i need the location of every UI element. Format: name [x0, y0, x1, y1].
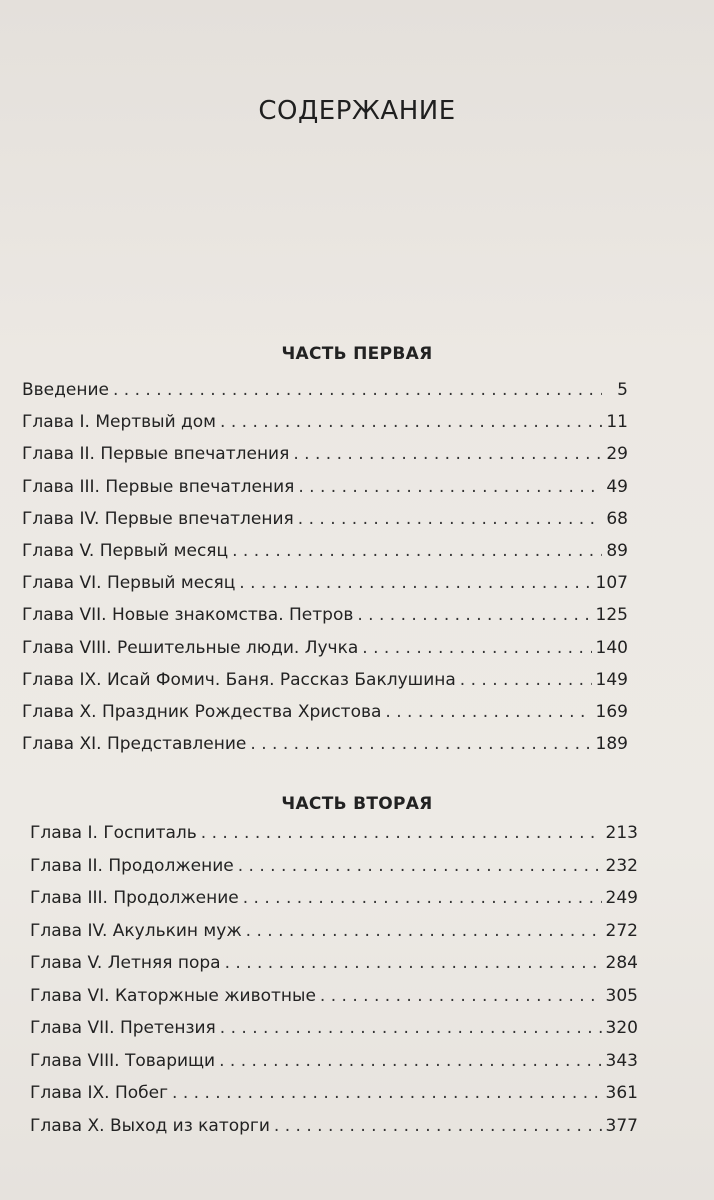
toc-entry-page-number: 361: [605, 1083, 638, 1103]
toc-entry: [22, 509, 628, 541]
toc-dot-leader: [293, 444, 602, 464]
toc-entry: [30, 1051, 638, 1084]
toc-entry-page-number: 377: [605, 1115, 638, 1136]
toc-entry-page-number: 149: [595, 669, 628, 690]
toc-entry: [30, 921, 638, 954]
toc-dot-leader: [298, 477, 602, 497]
toc-entry-title: Глава I. Госпиталь: [30, 823, 197, 843]
toc-dot-leader: [225, 953, 602, 973]
toc-entry-page-number: 189: [595, 734, 628, 755]
toc-entry-title: Глава II. Продолжение: [30, 855, 234, 876]
toc-dot-leader: [460, 670, 592, 690]
toc-entry-title: Глава III. Продолжение: [30, 888, 239, 908]
toc-entry-title: Глава III. Первые впечатления: [22, 476, 295, 497]
toc-dot-leader: [220, 412, 602, 432]
toc-dot-leader: [385, 702, 591, 722]
toc-entry-title: Глава X. Выход из каторги: [30, 1115, 270, 1136]
toc-entry-title: Введение: [22, 380, 109, 400]
toc-entry-page-number: 140: [595, 637, 628, 658]
toc-entry-page-number: 284: [605, 953, 638, 973]
toc-dot-leader: [320, 986, 602, 1006]
toc-entry-page-number: 5: [617, 380, 628, 400]
toc-entry-page-number: 232: [605, 855, 638, 876]
toc-entry-title: Глава IX. Исай Фомич. Баня. Рассказ Баклушина: [22, 669, 456, 690]
toc-entry: [22, 412, 628, 444]
toc-dot-leader: [220, 1018, 602, 1038]
part-two-heading: ЧАСТЬ ВТОРАЯ: [281, 794, 433, 814]
toc-entry: [22, 670, 628, 702]
toc-entry-page-number: 89: [606, 540, 628, 561]
toc-entry: [22, 605, 628, 637]
toc-entry-title: Глава VIII. Товарищи: [30, 1050, 216, 1071]
toc-entry-page-number: 213: [605, 823, 638, 843]
toc-dot-leader: [243, 888, 602, 908]
toc-entry-page-number: 320: [605, 1018, 638, 1038]
toc-dot-leader: [362, 638, 591, 658]
toc-entry: [22, 380, 628, 412]
toc-dot-leader: [250, 734, 591, 754]
toc-entry: [30, 888, 638, 921]
toc-dot-leader: [232, 541, 602, 561]
toc-entry-page-number: 11: [606, 412, 628, 433]
part-one-toc-list: [22, 380, 628, 766]
toc-dot-leader: [239, 573, 591, 593]
toc-dot-leader: [298, 509, 602, 529]
toc-entry: [30, 856, 638, 889]
toc-entry-title: Глава I. Мертвый дом: [22, 412, 217, 433]
toc-entry: [30, 1018, 638, 1051]
toc-entry: [30, 823, 638, 856]
toc-entry: [22, 573, 628, 605]
toc-entry: [30, 1116, 638, 1149]
toc-entry: [22, 702, 628, 734]
toc-entry-page-number: 29: [606, 444, 628, 465]
toc-entry: [30, 1083, 638, 1116]
part-two-toc-list: [30, 823, 638, 1148]
toc-entry-title: Глава IV. Акулькин муж: [30, 920, 242, 941]
toc-entry-title: Глава IX. Побег: [30, 1083, 169, 1103]
toc-entry-title: Глава VII. Претензия: [30, 1018, 216, 1038]
toc-dot-leader: [113, 380, 602, 400]
toc-entry-page-number: 249: [605, 888, 638, 908]
toc-dot-leader: [246, 921, 602, 941]
toc-entry-title: Глава IV. Первые впечатления: [22, 508, 294, 529]
toc-entry: [22, 444, 628, 476]
toc-dot-leader: [172, 1083, 602, 1103]
toc-entry-title: Глава V. Первый месяц: [22, 540, 229, 561]
toc-dot-leader: [219, 1051, 601, 1071]
toc-entry-title: Глава VII. Новые знакомства. Петров: [22, 605, 354, 626]
toc-entry-page-number: 107: [595, 573, 628, 594]
toc-entry-page-number: 49: [606, 476, 628, 497]
toc-entry-page-number: 343: [605, 1050, 638, 1071]
part-one-heading: ЧАСТЬ ПЕРВАЯ: [281, 344, 433, 364]
toc-entry-page-number: 272: [605, 920, 638, 941]
toc-entry-title: Глава X. Праздник Рождества Христова: [22, 701, 382, 722]
toc-entry: [22, 638, 628, 670]
toc-entry-page-number: 68: [606, 508, 628, 529]
toc-entry-page-number: 169: [595, 701, 628, 722]
toc-entry-page-number: 125: [595, 605, 628, 626]
toc-entry: [30, 986, 638, 1019]
toc-dot-leader: [238, 856, 602, 876]
toc-entry: [30, 953, 638, 986]
toc-entry-page-number: 305: [605, 985, 638, 1006]
toc-entry-title: Глава XI. Представление: [22, 734, 247, 755]
toc-entry-title: Глава VI. Каторжные животные: [30, 985, 316, 1006]
toc-entry: [22, 541, 628, 573]
toc-entry-title: Глава VI. Первый месяц: [22, 573, 236, 594]
toc-entry: [22, 734, 628, 766]
page-title: СОДЕРЖАНИЕ: [258, 96, 456, 126]
toc-entry-title: Глава VIII. Решительные люди. Лучка: [22, 637, 359, 658]
toc-entry-title: Глава V. Летняя пора: [30, 953, 221, 973]
toc-entry-title: Глава II. Первые впечатления: [22, 444, 290, 465]
toc-dot-leader: [357, 605, 591, 625]
toc-dot-leader: [201, 823, 602, 843]
toc-dot-leader: [274, 1116, 602, 1136]
toc-entry: [22, 477, 628, 509]
